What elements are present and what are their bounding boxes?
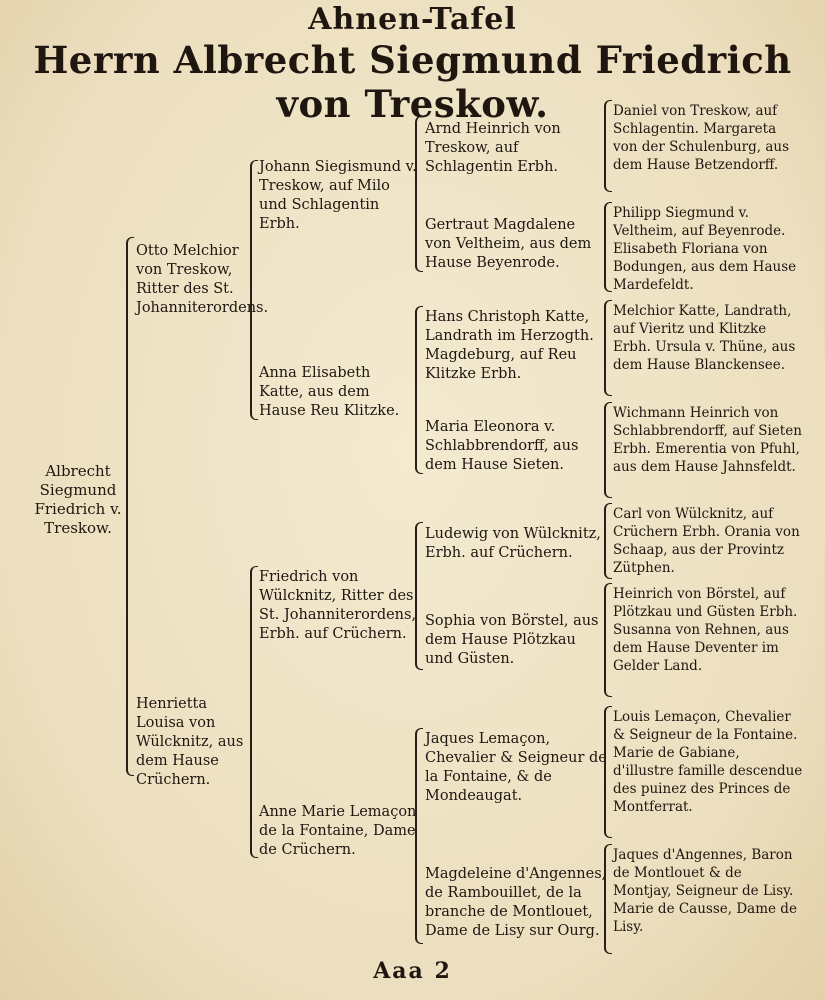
gen5-entry-4: Wichmann Heinrich von Schlabbrendorff, auf Sieten Erbh. Emerentia von Pfuhl, aus dem Hause Jahnsfeldt. [613,405,802,475]
gen5-entry-6: Heinrich von Börstel, auf Plötzkau und Güsten Erbh. Susanna von Rehnen, aus dem Hause Deventer im Gelder Land. [613,586,798,674]
bracket-gen4-6 [604,583,612,697]
paternal-grandfather-entry: Johann Siegismund v. Treskow, auf Milo und Schlagentin Erbh. [259,159,417,232]
gen5-entry-7: Louis Lemaçon, Chevalier & Seigneur de la Fontaine. Marie de Gabiane, d'illustre famille descendue des puinez des Princes de Montferrat. [613,709,803,815]
signature-mark: Aaa 2 [373,958,452,984]
bracket-gen4-8 [604,844,612,954]
gen4-entry-5: Ludewig von Wülcknitz, Erbh. auf Crüchern. [425,526,601,561]
bracket-gen3-c [415,522,423,670]
mother-entry [136,695,254,790]
gen4-entry-3: Hans Christoph Katte, Landrath im Herzogth. Magdeburg, auf Reu Klitzke Erbh. [425,309,594,382]
gen5-entry-5: Carl von Wülcknitz, auf Crüchern Erbh. Orania von Schaap, aus der Provintz Zütphen. [613,506,800,576]
bracket-gen3-b [415,306,423,474]
gen4-entry-1: Arnd Heinrich von Treskow, auf Schlagentin Erbh. [425,121,561,175]
bracket-gen4-1 [604,100,612,192]
bracket-gen2-a [250,160,258,420]
proband-name: Albrecht Siegmund Friedrich v. Treskow. [34,462,122,537]
page-title: Herrn Albrecht Siegmund Friedrich von Treskow. [33,38,792,126]
bracket-gen3-d [415,728,423,944]
bracket-gen3-a [415,116,423,272]
gen4-entry-2: Gertraut Magdalene von Veltheim, aus dem Hause Beyenrode. [425,217,592,271]
gen5-entry-1: Daniel von Treskow, auf Schlagentin. Margareta von der Schulenburg, aus dem Hause Betzendorff. [613,103,790,173]
bracket-gen4-5 [604,503,612,579]
gen4-entry-8: Magdeleine d'Angennes, de Rambouillet, de la branche de Montlouet, Dame de Lisy sur Ourg. [425,866,607,939]
bracket-gen4-7 [604,706,612,838]
gen5-entry-3: Melchior Katte, Landrath, auf Vieritz und Klitzke Erbh. Ursula v. Thüne, aus dem Hause Blanckensee. [613,303,796,373]
gen4-entry-4: Maria Eleonora v. Schlabbrendorff, aus dem Hause Sieten. [425,419,579,473]
gen4-entry-6: Sophia von Börstel, aus dem Hause Plötzkau und Güsten. [425,613,599,667]
gen5-entry-8: Jaques d'Angennes, Baron de Montlouet & de Montjay, Seigneur de Lisy. Marie de Causse, Dame de Lisy. [613,847,797,935]
chart-heading: Ahnen-Tafel [308,2,517,37]
bracket-gen1 [126,237,134,776]
father-name: Otto Melchior von Treskow, Ritter des St. Johanniterordens. [136,243,269,316]
maternal-grandmother-entry: Anne Marie Lemaçon de la Fontaine, Dame de Crüchern. [259,804,417,858]
bracket-gen4-3 [604,300,612,396]
bracket-gen4-4 [604,402,612,498]
bracket-gen2-b [250,566,258,858]
father-entry [136,242,269,318]
gen4-entry-7: Jaques Lemaçon, Chevalier & Seigneur de la Fontaine, & de Mondeaugat. [425,731,607,804]
gen5-entry-2: Philipp Siegmund v. Veltheim, auf Beyenrode. Elisabeth Floriana von Bodungen, aus dem Hause Mardefeldt. [613,205,797,293]
bracket-gen4-2 [604,202,612,292]
paternal-grandmother-entry: Anna Elisabeth Katte, aus dem Hause Reu Klitzke. [259,365,400,419]
maternal-grandfather-entry: Friedrich von Wülcknitz, Ritter des St. Johanniterordens, Erbh. auf Crüchern. [259,569,417,642]
proband-entry [34,462,122,538]
mother-name: Henrietta Louisa von Wülcknitz, aus dem Hause Crüchern. [136,696,244,788]
